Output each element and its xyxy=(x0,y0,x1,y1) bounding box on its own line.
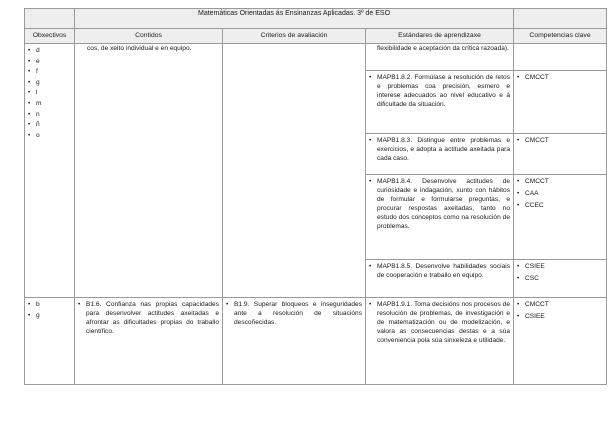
competencia-item: • CSIEE xyxy=(517,262,603,274)
contidos-text: cos, de xeito individual e en equipo. xyxy=(87,45,192,52)
contidos-list xyxy=(75,298,222,338)
competencias-cell xyxy=(514,298,607,385)
contido-item: • B1.6. Confianza nas propias capacidades para desenvolver actitudes axeitadas e afrontar as dificultades propias do traballo científico. xyxy=(78,300,219,336)
competencias-cell xyxy=(514,134,607,175)
title-blank-cell xyxy=(25,9,75,29)
estandar-list xyxy=(366,71,513,111)
estandar-text: flexibilidade e aceptación da crítica razoada). xyxy=(377,45,509,52)
objective-item: • m xyxy=(28,99,71,110)
competencia-item: • CMCCT xyxy=(517,136,603,148)
competencias-list xyxy=(514,298,606,326)
estandar-item: • MAPB1.8.3. Distingue entre problemas e exercicios, e adopta a actitude axeitada para cada caso. xyxy=(369,136,510,163)
competencia-item: • CMCCT xyxy=(517,300,603,312)
estandar-list xyxy=(366,298,513,347)
objectives-cell xyxy=(25,298,75,385)
objectives-cell xyxy=(25,44,75,298)
competencias-list xyxy=(514,134,606,150)
competencia-item: • CCEC xyxy=(517,201,603,213)
criterios-cell xyxy=(223,298,366,385)
competencia-item: • CSIEE xyxy=(517,312,603,324)
objective-item: • g xyxy=(28,78,71,89)
estandar-cell xyxy=(366,71,514,134)
estandar-list xyxy=(366,175,513,234)
objective-item: • d xyxy=(28,46,71,57)
competencias-list xyxy=(514,175,606,215)
objective-item: • l xyxy=(28,88,71,99)
header-obxectivos: Obxectivos xyxy=(25,29,75,44)
objectives-list xyxy=(25,298,74,323)
objective-item: • o xyxy=(28,131,71,142)
competencias-cell xyxy=(514,260,607,298)
competencias-cell xyxy=(514,71,607,134)
header-criterios: Criterios de avaliación xyxy=(223,29,366,44)
header-contidos: Contidos xyxy=(75,29,223,44)
estandar-cell xyxy=(366,44,514,71)
objective-item: • g xyxy=(28,311,71,322)
estandar-list xyxy=(366,134,513,165)
estandar-cell xyxy=(366,260,514,298)
header-estandares: Estándares de aprendizaxe xyxy=(366,29,514,44)
criterios-list xyxy=(223,298,365,329)
estandar-item: • MAPB1.8.4. Desenvolve actitudes de curiosidade e indagación, xunto con hábitos de formular e formularse preguntas, e procurar respostas axeitadas, tanto no estudo dos conceptos como na resolución de problemas. xyxy=(369,177,510,232)
competencia-item: • CMCCT xyxy=(517,73,603,85)
table-title: Matemáticas Orientadas ás Ensinanzas Aplicadas. 3º de ESO xyxy=(75,9,514,29)
objective-item: • b xyxy=(28,300,71,311)
title-blank-cell xyxy=(514,9,607,29)
competencia-item: • CMCCT xyxy=(517,177,603,189)
estandar-cell xyxy=(366,134,514,175)
criterio-item: • B1.9. Superar bloqueos e inseguridades ante a resolución de situacións descoñecidas. xyxy=(226,300,362,327)
competencia-item: • CAA xyxy=(517,189,603,201)
estandar-item: • MAPB1.8.5. Desenvolve habilidades sociais de cooperación e traballo en equipo. xyxy=(369,262,510,280)
criterios-text xyxy=(223,44,365,46)
objectives-list xyxy=(25,44,74,143)
header-competencias: Competencias clave xyxy=(514,29,607,44)
criterios-cell xyxy=(223,44,366,298)
contidos-cell xyxy=(75,298,223,385)
estandar-cell xyxy=(366,175,514,260)
estandar-list xyxy=(366,260,513,282)
contidos-cell xyxy=(75,44,223,298)
competencias-cell xyxy=(514,44,607,71)
competencias-list xyxy=(514,260,606,288)
objective-item: • n xyxy=(28,110,71,121)
objective-item: • ñ xyxy=(28,120,71,131)
competencias-cell xyxy=(514,175,607,260)
objective-item: • e xyxy=(28,57,71,68)
curriculum-table xyxy=(24,8,607,385)
competencia-item: • CSC xyxy=(517,274,603,286)
estandar-cell xyxy=(366,298,514,385)
objective-item: • f xyxy=(28,67,71,78)
competencias-list xyxy=(514,71,606,87)
estandar-item: • MAPB1.9.1. Toma decisións nos procesos de resolución de problemas, de investigación e de matematización ou de modelización, e valora as consecuencias destas e a súa conveniencia pola súa sinxeleza e utilidade. xyxy=(369,300,510,345)
estandar-item: • MAPB1.8.2. Formúlase a resolución de retos e problemas coa precisión, esmero e interese adecuados ao nivel educativo e á dificultade da situación. xyxy=(369,73,510,109)
